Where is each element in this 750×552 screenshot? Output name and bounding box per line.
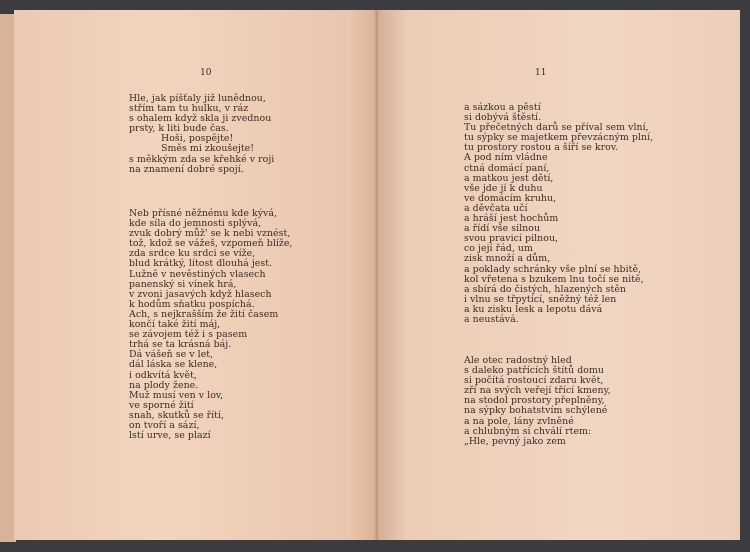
poem-line: kol vřetena s bzukem lnu točí se nitě, [464,273,644,285]
poem-line: svou pravicí pilnou, [464,233,559,245]
poem-line: a matkou jest dětí, [464,172,554,184]
stanza [129,94,274,175]
poem-line: na znamení dobré spojí. [129,163,244,175]
poem-line: Ale otec radostný hled [464,355,572,366]
poem-line: s ohalem když skla ji zvednou [129,113,272,125]
poem-line: Ach, s nejkrašším že žití časem [129,308,279,320]
poem-line: zvuk dobrý můž' se k nebi vznést, [129,228,291,240]
poem-line: si dobývá štěstí. [464,112,542,124]
poem-line: ve domácím kruhu, [464,192,557,204]
poem-line: na plody žene. [129,379,199,391]
poem-line: Hle, jak píšťaly již lunědnou, [129,93,266,104]
poem-line: a děvčata učí [464,202,528,214]
poem-line: panenský si vínek hrá, [129,278,237,290]
poem-line: na sýpky bohatstvím schýlené [464,405,608,417]
poem-line: trhá se ta krásná báj. [129,339,232,351]
poem-line: i odkvítá květ, [129,369,197,381]
poem-line: Muž musí ven v lov, [129,389,224,401]
poem-line: a řídí vše silnou [464,223,541,235]
poem-line: a sázkou a pěstí [464,102,541,113]
poem-line: Tu přečetných darů se příval sem vlní, [464,122,649,134]
poem-line: tu sýpky se majetkem převzácným plní, [464,132,654,144]
poem-line: zda srdce ku srdci se víže, [129,248,256,260]
poem-line: a neustává. [464,313,519,325]
poem-line: s měkkým zda se křehké v roji [129,153,275,165]
poem-line: A pod ním vládne [464,152,548,164]
page-number: 10 [200,68,212,78]
poem-line: a hráší jest hochům [464,213,559,225]
poem-line: „Hle, pevný jako zem [464,435,566,447]
poem-line: a ku zisku lesk a lepotu dává [464,303,603,315]
poem-line: co její řád, um [464,243,533,255]
poem-line: si počítá rostoucí zdaru květ, [464,375,604,387]
poem-line: střím tam tu hulku, v ráz [129,103,249,115]
poem-line: zří na svých veřejí třící kmeny, [464,385,611,397]
poem-line: a na pole, lány zvlněné [464,415,574,427]
poem-line: na stodol prostory přeplněny, [464,395,605,407]
poem-line: zisk množí a dům, [464,253,551,265]
poem-line: lstí urve, se plazí [129,430,211,442]
stanza [129,209,293,441]
poem-line: Směs mi zkoušejte! [161,143,255,155]
poem-line: kde síla do jemnosti splývá, [129,218,262,230]
stanza [464,103,653,325]
poem-line: tož, kdož se vážeš, vzpomeň blíže, [129,238,293,250]
poem-line: a poklady schránky vše plní se hbitě, [464,263,642,275]
right-page [378,10,740,540]
poem-line: ctná domácí paní, [464,162,550,174]
poem-line: Hoši, pospějte! [161,133,234,145]
poem-line: dál láska se klene, [129,359,218,371]
poem-line: ve sporné žití [129,399,194,411]
poem-line: a chlubným si chválí rtem: [464,425,592,437]
poem-line: končí také žití máj, [129,319,221,331]
poem-line: s daleko patřících štítů domu [464,365,604,377]
page-number: 11 [535,68,547,78]
poem-line: Lužně v nevěstiných vlasech [129,268,266,280]
poem-line: prsty, k liti bude čas. [129,123,229,135]
poem-line: snah, skutků se řítí, [129,409,225,421]
poem-line: vše jde jí k duhu [464,182,543,194]
poem-line: v zvoni jasavých když hlasech [129,288,272,300]
poem-line: Neb přísné něžnému kde kývá, [129,208,278,219]
poem-line: k hodům sňatku pospíchá. [129,298,255,310]
poem-line: on tvoří a sází, [129,419,200,431]
left-page [14,10,378,540]
poem-line: a sbírá do čistých, hlazených stěn [464,283,627,295]
poem-line: Dá vášeň se v let, [129,349,214,361]
stanza [464,356,611,447]
poem-line: tu prostory rostou a šíří se krov. [464,142,619,154]
poem-line: i vlnu se třpytící, sněžný též len [464,293,617,305]
poem-line: se závojem též i s pasem [129,329,248,341]
poem-line: blud krátký, lítost dlouhá jest. [129,258,273,270]
